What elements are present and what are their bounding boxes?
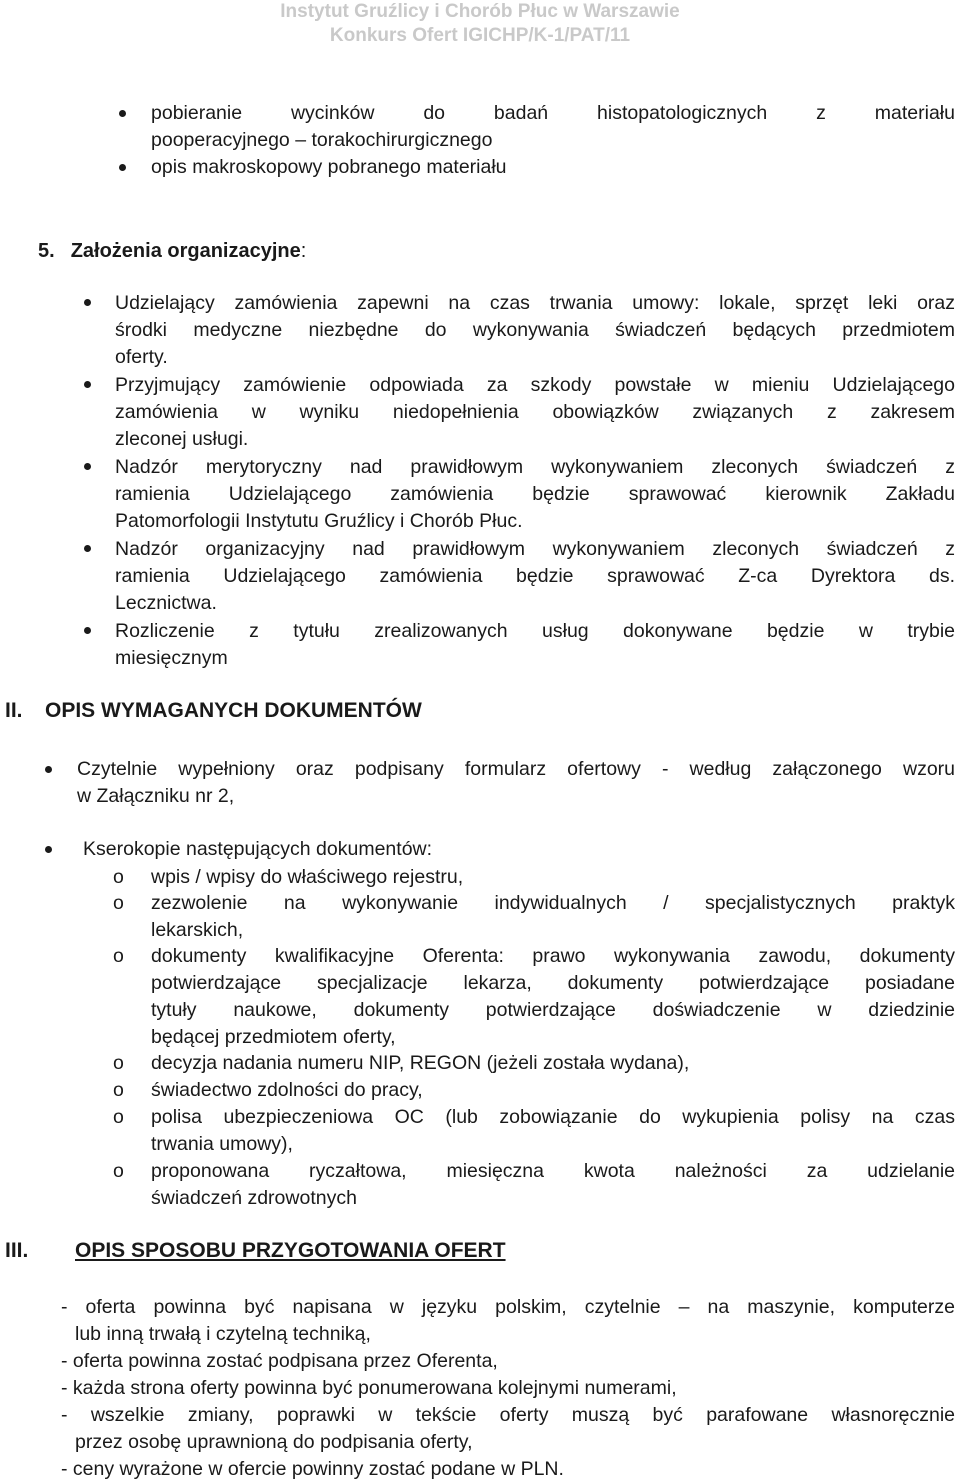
sub-item-line: świadectwo zdolności do pracy, [151, 1079, 423, 1101]
list-item-line: Patomorfologii Instytutu Gruźlicy i Chorób Płuc. [115, 510, 523, 532]
section-number: 5. [38, 240, 55, 262]
sub-bullet-icon: o [113, 1106, 124, 1128]
section-3-title: OPIS SPOSOBU PRZYGOTOWANIA OFERT [75, 1239, 506, 1262]
list-item-line: lub inną trwałą i czytelną techniką, [75, 1323, 371, 1345]
list-item-line: Czytelnie wypełniony oraz podpisany formularz ofertowy - według załączonego wzoru [77, 758, 955, 780]
list-item-line: ramienia Udzielającego zamówienia będzie sprawować Z-ca Dyrektora ds. [115, 565, 955, 587]
list-item-line: w Załączniku nr 2, [77, 785, 235, 807]
list-item-line: pobieranie wycinków do badań histopatologicznych z materiału [151, 102, 955, 124]
section-3-number: III. [5, 1239, 29, 1262]
sub-item-line: tytuły naukowe, dokumenty potwierdzające doświadczenie w dziedzinie [151, 999, 955, 1021]
list-item-line: pooperacyjnego – torakochirurgicznego [151, 129, 493, 151]
list-item-line: Nadzór organizacyjny nad prawidłowym wykonywaniem zleconych świadczeń z [115, 538, 955, 560]
bullet-icon [84, 299, 91, 306]
bullet-icon [45, 766, 52, 773]
sub-item-line: lekarskich, [151, 919, 244, 941]
bullet-icon [84, 545, 91, 552]
list-item-line: Lecznictwa. [115, 592, 217, 614]
section-5-heading: 5. Założenia organizacyjne: [38, 240, 307, 262]
sub-item-line: proponowana ryczałtowa, miesięczna kwota należności za udzielanie [151, 1160, 955, 1182]
bullet-icon [45, 846, 52, 853]
header-institute: Instytut Gruźlicy i Chorób Płuc w Warszawie [280, 1, 680, 22]
list-item-line: miesięcznym [115, 647, 228, 669]
sub-item-line: świadczeń zdrowotnych [151, 1187, 357, 1209]
list-item-line: - wszelkie zmiany, poprawki w tekście oferty muszą być parafowane własnoręcznie [61, 1404, 955, 1426]
sub-item-line: wpis / wpisy do właściwego rejestru, [151, 866, 464, 888]
sub-bullet-icon: o [113, 945, 124, 967]
list-item-line: - oferta powinna być napisana w języku polskim, czytelnie – na maszynie, komputerze [61, 1296, 955, 1318]
section-2-number: II. [5, 699, 23, 722]
list-item-line: zleconej usługi. [115, 428, 249, 450]
list-item-line: - każda strona oferty powinna być ponumerowana kolejnymi numerami, [61, 1377, 677, 1399]
sub-item-line: potwierdzające specjalizacje lekarza, dokumenty potwierdzające posiadane [151, 972, 955, 994]
list-item-line: środki medyczne niezbędne do wykonywania świadczeń będących przedmiotem [115, 319, 955, 341]
list-item-line: - ceny wyrażone w ofercie powinny zostać podane w PLN. [61, 1458, 564, 1480]
header-contest-id: Konkurs Ofert IGICHP/K-1/PAT/11 [329, 25, 631, 46]
list-item-line: Przyjmujący zamówienie odpowiada za szkody powstałe w mieniu Udzielającego [115, 374, 955, 396]
sub-item-line: zezwolenie na wykonywanie indywidualnych / specjalistycznych praktyk [151, 892, 955, 914]
list-item-line: oferty. [115, 346, 168, 368]
sub-item-line: będącej przedmiotem oferty, [151, 1026, 396, 1048]
sub-bullet-icon: o [113, 1052, 124, 1074]
sub-bullet-icon: o [113, 1160, 124, 1182]
sub-item-line: decyzja nadania numeru NIP, REGON (jeżeli została wydana), [151, 1052, 690, 1074]
bullet-icon [119, 164, 126, 171]
list-item-line: Udzielający zamówienia zapewni na czas trwania umowy: lokale, sprzęt leki oraz [115, 292, 955, 314]
sub-bullet-icon: o [113, 866, 124, 888]
section-2-title: OPIS WYMAGANYCH DOKUMENTÓW [45, 699, 422, 722]
bullet-icon [84, 463, 91, 470]
bullet-icon [119, 110, 126, 117]
list-item-line: Rozliczenie z tytułu zrealizowanych usług dokonywane będzie w trybie [115, 620, 955, 642]
list-item-line: - oferta powinna zostać podpisana przez Oferenta, [61, 1350, 498, 1372]
sub-bullet-icon: o [113, 892, 124, 914]
list-item-line: Nadzór merytoryczny nad prawidłowym wykonywaniem zleconych świadczeń z [115, 456, 955, 478]
sub-item-line: trwania umowy), [151, 1133, 293, 1155]
bullet-icon [84, 381, 91, 388]
sub-item-line: dokumenty kwalifikacyjne Oferenta: prawo wykonywania zawodu, dokumenty [151, 945, 955, 967]
list-item-line: przez osobę uprawnioną do podpisania oferty, [75, 1431, 473, 1453]
section-title: Założenia organizacyjne [70, 240, 301, 262]
bullet-icon [84, 627, 91, 634]
sub-item-line: polisa ubezpieczeniowa OC (lub zobowiązanie do wykupienia polisy na czas [151, 1106, 955, 1128]
list-item-line: ramienia Udzielającego zamówienia będzie sprawować kierownik Zakładu [115, 483, 955, 505]
list-item-line: opis makroskopowy pobranego materiału [151, 156, 507, 178]
list-item-line: Kserokopie następujących dokumentów: [83, 838, 433, 860]
sub-bullet-icon: o [113, 1079, 124, 1101]
list-item-line: zamówienia w wyniku niedopełnienia obowiązków związanych z zakresem [115, 401, 955, 423]
